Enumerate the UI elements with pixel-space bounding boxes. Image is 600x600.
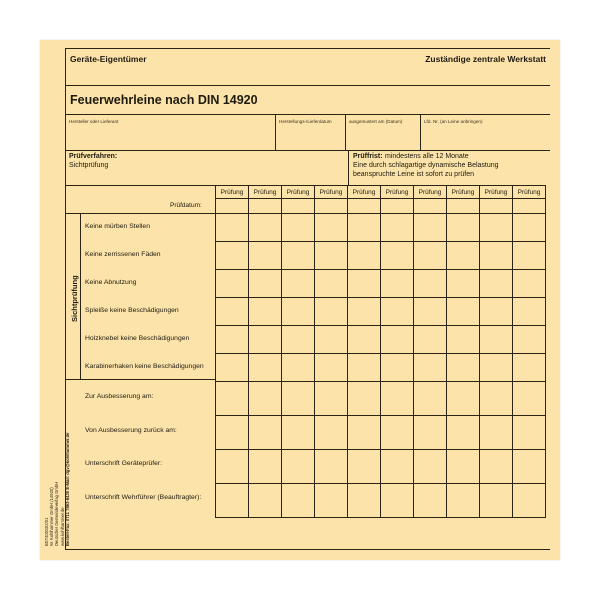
publisher-imprint [44, 361, 70, 546]
date-cell[interactable] [216, 199, 249, 214]
imprint-code: BST400S02/01 [44, 517, 49, 546]
signature-cell[interactable] [216, 484, 249, 518]
check-cell[interactable] [513, 242, 546, 270]
info-divider-1 [275, 114, 276, 150]
check-cell[interactable] [381, 326, 414, 354]
signature-cell[interactable] [348, 450, 381, 484]
check-cell[interactable] [348, 354, 381, 382]
check-cell[interactable] [249, 298, 282, 326]
chief-signature-row [216, 484, 546, 518]
check-row [216, 270, 546, 298]
check-row [216, 242, 546, 270]
signature-cell[interactable] [249, 450, 282, 484]
date-cell[interactable] [513, 199, 546, 214]
signature-cell[interactable] [315, 450, 348, 484]
frame-top [65, 48, 550, 49]
check-cell[interactable] [480, 242, 513, 270]
check-cell[interactable] [513, 354, 546, 382]
check-cell[interactable] [249, 270, 282, 298]
inspection-card [40, 40, 560, 560]
column-header: Prüfung [447, 186, 480, 199]
check-cell[interactable] [216, 270, 249, 298]
column-header: Prüfung [513, 186, 546, 199]
check-row-label: Keine mürben Stellen [85, 223, 150, 230]
check-cell[interactable] [447, 326, 480, 354]
repair-return-row [216, 416, 546, 450]
check-cell[interactable] [447, 242, 480, 270]
entry-cell[interactable] [216, 416, 249, 450]
column-header: Prüfung [480, 186, 513, 199]
entry-cell[interactable] [216, 382, 249, 416]
check-cell[interactable] [216, 326, 249, 354]
check-cell[interactable] [315, 242, 348, 270]
check-cell[interactable] [414, 270, 447, 298]
check-cell[interactable] [513, 326, 546, 354]
workshop-label: Zuständige zentrale Werkstatt [425, 54, 546, 64]
owner-label: Geräte-Eigentümer [70, 54, 147, 64]
check-cell[interactable] [513, 298, 546, 326]
check-row-label: Karabinerhaken keine Beschädigungen [85, 363, 204, 370]
check-cell[interactable] [282, 214, 315, 242]
check-cell[interactable] [381, 354, 414, 382]
date-cell[interactable] [282, 199, 315, 214]
deadline-text-3: beanspruchte Leine ist sofort zu prüfen [353, 171, 475, 178]
entry-cell[interactable] [348, 382, 381, 416]
grid-header-row [216, 186, 546, 199]
entry-cell[interactable] [447, 416, 480, 450]
entry-cell[interactable] [414, 382, 447, 416]
check-cell[interactable] [414, 242, 447, 270]
entry-cell[interactable] [513, 416, 546, 450]
procedure-value: Sichtprüfung [69, 162, 109, 169]
signature-cell[interactable] [480, 484, 513, 518]
column-header: Prüfung [381, 186, 414, 199]
signature-cell[interactable] [447, 450, 480, 484]
date-cell[interactable] [414, 199, 447, 214]
signature-cell[interactable] [447, 484, 480, 518]
procedure-label: Prüfverfahren: [69, 153, 118, 160]
manufacturer-field-label: Hersteller oder Lieferant [69, 119, 119, 124]
info-bottom-line [65, 150, 550, 151]
check-cell[interactable] [480, 298, 513, 326]
check-cell[interactable] [414, 326, 447, 354]
section-label-sichtpruefung: Sichtprüfung [70, 275, 79, 322]
decommissioned-field-label: ausgemustert am (Datum) [349, 119, 403, 124]
check-cell[interactable] [216, 298, 249, 326]
signature-cell[interactable] [513, 450, 546, 484]
check-cell[interactable] [513, 270, 546, 298]
check-row [216, 354, 546, 382]
check-cell[interactable] [348, 298, 381, 326]
check-cell[interactable] [381, 298, 414, 326]
entry-cell[interactable] [381, 382, 414, 416]
entry-cell[interactable] [249, 382, 282, 416]
header-divider [65, 85, 550, 86]
other-row-label: Unterschrift Geräteprüfer: [85, 460, 163, 467]
check-cell[interactable] [348, 242, 381, 270]
check-cell[interactable] [315, 354, 348, 382]
entry-cell[interactable] [315, 416, 348, 450]
signature-cell[interactable] [414, 450, 447, 484]
signature-cell[interactable] [513, 484, 546, 518]
signature-cell[interactable] [381, 484, 414, 518]
check-cell[interactable] [216, 242, 249, 270]
signature-cell[interactable] [348, 484, 381, 518]
signature-cell[interactable] [216, 450, 249, 484]
check-cell[interactable] [315, 298, 348, 326]
check-cell[interactable] [282, 242, 315, 270]
signature-cell[interactable] [414, 484, 447, 518]
entry-cell[interactable] [282, 382, 315, 416]
check-cell[interactable] [381, 270, 414, 298]
entry-cell[interactable] [414, 416, 447, 450]
imprint-line: Deutscher Gemeindeverlag GmbH [54, 481, 60, 546]
check-cell[interactable] [216, 214, 249, 242]
column-header: Prüfung [348, 186, 381, 199]
check-row [216, 298, 546, 326]
check-cell[interactable] [414, 214, 447, 242]
entry-cell[interactable] [480, 382, 513, 416]
deadline-text-2: Eine durch schlagartige dynamische Belastung [353, 162, 499, 169]
left-column-top-line [65, 185, 215, 186]
check-cell[interactable] [216, 354, 249, 382]
date-cell[interactable] [348, 199, 381, 214]
entry-cell[interactable] [447, 382, 480, 416]
check-cell[interactable] [414, 354, 447, 382]
check-row-label: Keine zerrissenen Fäden [85, 251, 161, 258]
check-cell[interactable] [480, 354, 513, 382]
frame-bottom [65, 549, 550, 550]
check-cell[interactable] [249, 214, 282, 242]
date-row [216, 199, 546, 214]
signature-cell[interactable] [381, 450, 414, 484]
check-cell[interactable] [282, 270, 315, 298]
info-divider-3 [420, 114, 421, 150]
imprint-line: W. Kohlhammer GmbH (14920) [49, 487, 55, 546]
check-cell[interactable] [480, 326, 513, 354]
check-cell[interactable] [315, 270, 348, 298]
column-header: Prüfung [249, 186, 282, 199]
date-cell[interactable] [315, 199, 348, 214]
check-cell[interactable] [480, 214, 513, 242]
column-header: Prüfung [216, 186, 249, 199]
signature-cell[interactable] [315, 484, 348, 518]
inspector-signature-row [216, 450, 546, 484]
entry-cell[interactable] [513, 382, 546, 416]
signature-cell[interactable] [282, 484, 315, 518]
imprint-line: Bestell-Fax: 0711 7863-8430 E-Mail: dgv@kohlhammer.de [64, 432, 70, 546]
check-row [216, 214, 546, 242]
check-cell[interactable] [282, 326, 315, 354]
signature-cell[interactable] [282, 450, 315, 484]
repair-row [216, 382, 546, 416]
column-header: Prüfung [315, 186, 348, 199]
serial-field-label: Lfd. Nr. (an Leine anbringen) [424, 119, 483, 124]
title-divider [65, 114, 550, 115]
check-cell[interactable] [447, 354, 480, 382]
entry-cell[interactable] [381, 416, 414, 450]
info-divider-2 [345, 114, 346, 150]
check-cell[interactable] [249, 354, 282, 382]
check-row-label: Keine Abnutzung [85, 279, 137, 286]
check-cell[interactable] [315, 326, 348, 354]
check-cell[interactable] [447, 214, 480, 242]
check-cell[interactable] [282, 298, 315, 326]
entry-cell[interactable] [249, 416, 282, 450]
entry-cell[interactable] [282, 416, 315, 450]
section-column-divider [80, 213, 81, 379]
check-cell[interactable] [282, 354, 315, 382]
check-cell[interactable] [381, 214, 414, 242]
check-row-label: Holzknebel keine Beschädigungen [85, 335, 190, 342]
check-cell[interactable] [315, 214, 348, 242]
production-date-field-label: Herstellungs-/Lieferdatum [279, 119, 332, 124]
check-row [216, 326, 546, 354]
other-row-label: Unterschrift Wehrführer (Beauftragter): [85, 494, 202, 501]
check-cell[interactable] [480, 270, 513, 298]
check-cell[interactable] [249, 326, 282, 354]
inspection-grid [215, 185, 546, 518]
check-cell[interactable] [381, 242, 414, 270]
column-header: Prüfung [414, 186, 447, 199]
date-cell[interactable] [480, 199, 513, 214]
date-cell[interactable] [249, 199, 282, 214]
deadline-text-1: mindestens alle 12 Monate [385, 153, 469, 160]
card-title: Feuerwehrleine nach DIN 14920 [70, 93, 258, 107]
other-row-label: Zur Ausbesserung am: [85, 393, 154, 400]
check-cell[interactable] [414, 298, 447, 326]
other-row-label: Von Ausbesserung zurück am: [85, 427, 177, 434]
check-cell[interactable] [348, 270, 381, 298]
column-header: Prüfung [282, 186, 315, 199]
date-cell[interactable] [381, 199, 414, 214]
imprint-line: www.kohlhammer.de [59, 507, 65, 546]
check-cell[interactable] [249, 242, 282, 270]
deadline-label: Prüffrist: [353, 153, 383, 160]
entry-cell[interactable] [480, 416, 513, 450]
entry-cell[interactable] [348, 416, 381, 450]
check-cell[interactable] [447, 270, 480, 298]
check-section-bottom-line [65, 379, 215, 380]
check-cell[interactable] [513, 214, 546, 242]
check-cell[interactable] [348, 214, 381, 242]
check-cell[interactable] [447, 298, 480, 326]
entry-cell[interactable] [315, 382, 348, 416]
date-cell[interactable] [447, 199, 480, 214]
check-row-label: Spleiße keine Beschädigungen [85, 307, 179, 314]
deadline-divider [348, 150, 349, 185]
check-cell[interactable] [348, 326, 381, 354]
date-label: Prüfdatum: [170, 202, 202, 209]
signature-cell[interactable] [480, 450, 513, 484]
signature-cell[interactable] [249, 484, 282, 518]
date-row-bottom-line [65, 213, 215, 214]
